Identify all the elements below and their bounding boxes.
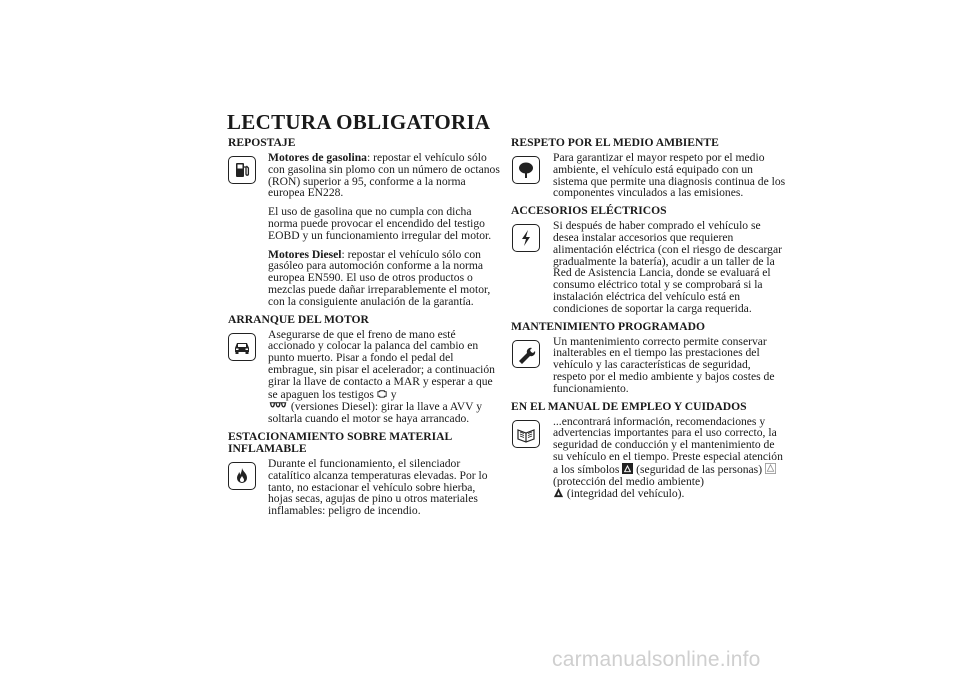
section-heading: ESTACIONAMIENTO SOBRE MATERIAL INFLAMABLE xyxy=(228,429,452,455)
section-heading: ARRANQUE DEL MOTOR xyxy=(228,312,369,326)
warning-triangle-icon xyxy=(622,463,633,474)
section-heading: RESPETO POR EL MEDIO AMBIENTE xyxy=(511,136,719,149)
section-manual xyxy=(511,401,786,501)
paragraph: Motores Diesel: repostar el vehículo sólo con gasóleo para automoción conforme a la norma europea EN590. El uso de otros productos o mezclas puede dañar irreparablemente el motor, con la consiguiente anulación de la garantía. xyxy=(268,247,491,308)
paragraph: ...encontrará información, recomendaciones y advertencias importantes para el uso correcto, la seguridad de conducción y el mantenimiento de su vehículo en el tiempo. Preste especial atención a los símbolos (seguridad de las personas) (protección del medio ambiente) (integridad del vehículo). xyxy=(553,414,783,501)
section-accesorios xyxy=(511,205,786,314)
paragraph: Asegurarse de que el freno de mano esté accionado y colocar la palanca del cambio en punto muerto. Pisar a fondo el pedal del embrague, sin pisar el acelerador; a continuación girar la llave de contacto a MAR y esperar a que se apaguen los testigos y (versiones Diesel): girar la llave a AVV y soltarla cuando el motor se haya arrancado. xyxy=(268,327,495,426)
page-title: LECTURA OBLIGATORIA xyxy=(227,110,491,134)
section-heading: ACCESORIOS ELÉCTRICOS xyxy=(511,204,667,218)
engine-warning-icon xyxy=(377,388,388,399)
paragraph: El uso de gasolina que no cumpla con dicha norma puede provocar el encendido del testigo EOBD y un funcionamiento irregular del motor. xyxy=(268,205,492,242)
glow-plug-icon xyxy=(268,400,288,411)
paragraph: Motores de gasolina: repostar el vehículo sólo con gasolina sin plomo con un número de octanos (RON) superior a 95, conforme a la norma europea EN228. xyxy=(268,151,500,200)
section-heading: MANTENIMIENTO PROGRAMADO xyxy=(511,319,705,333)
section-arranque xyxy=(228,314,500,425)
lightning-icon xyxy=(512,224,540,252)
section-medio-ambiente xyxy=(511,137,786,199)
paragraph: Para garantizar el mayor respeto por el medio ambiente, el vehículo está equipado con un sistema que permite una diagnosis continua de los componentes vinculados a las emisiones. xyxy=(553,151,786,200)
wrench-icon xyxy=(512,340,540,368)
left-column xyxy=(228,137,500,523)
paragraph: Durante el funcionamiento, el silenciador catalítico alcanza temperaturas elevadas. Por lo tanto, no estacionar el vehículo sobre hierba, hojas secas, agujas de pino u otros materiales inflamables: peligro de incendio. xyxy=(268,456,488,518)
paragraph: Un mantenimiento correcto permite conservar inalterables en el tiempo las prestaciones del vehículo y las características de seguridad, respeto por el medio ambiente y bajos costes de funcionamiento. xyxy=(553,334,775,395)
section-estacionamiento xyxy=(228,431,500,517)
environment-icon xyxy=(765,463,776,474)
fuel-pump-icon xyxy=(228,156,256,184)
flame-icon xyxy=(228,462,256,490)
vehicle-integrity-icon xyxy=(553,487,564,498)
watermark: carmanualsonline.info xyxy=(552,648,761,671)
paragraph: Si después de haber comprado el vehículo se desea instalar accesorios que requieren alimentación eléctrica (con el riesgo de descargar gradualmente la batería), acudir a un taller de la Red de Asistencia Lancia, donde se evaluará el consumo eléctrico total y se comprobará si la instalación eléctrica del vehículo está en condiciones de soportar la carga requerida. xyxy=(553,219,782,315)
tree-icon xyxy=(512,156,540,184)
section-repostaje xyxy=(228,137,500,308)
car-icon xyxy=(228,333,256,361)
section-heading: EN EL MANUAL DE EMPLEO Y CUIDADOS xyxy=(511,399,747,413)
section-heading: REPOSTAJE xyxy=(228,136,296,149)
right-column xyxy=(511,137,786,506)
section-mantenimiento xyxy=(511,321,786,395)
book-icon xyxy=(512,420,540,448)
